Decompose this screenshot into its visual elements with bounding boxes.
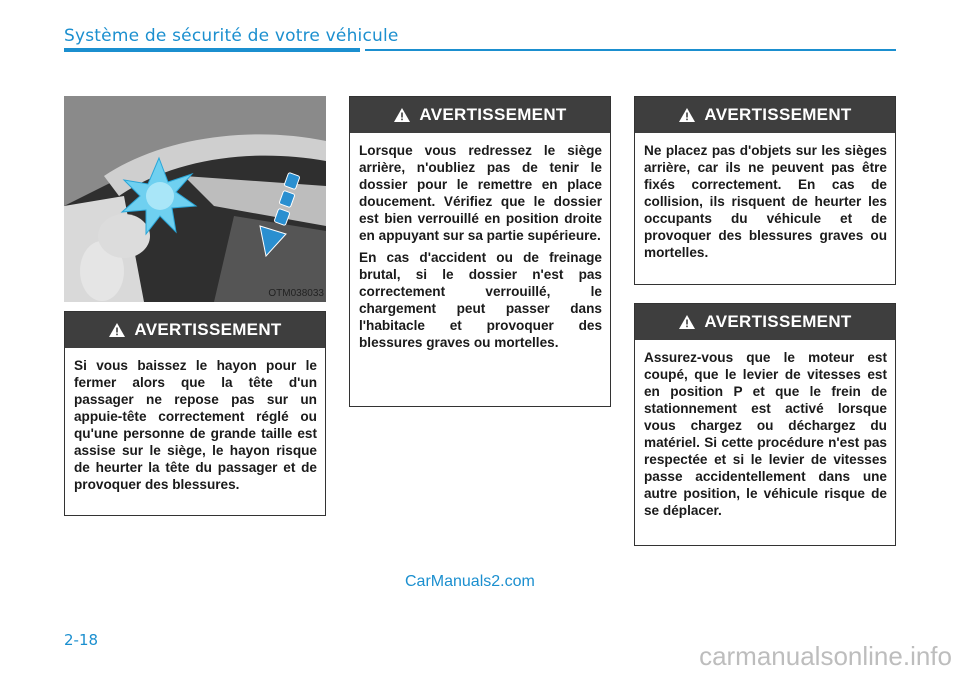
warning-header	[635, 97, 895, 133]
warning-header	[350, 97, 610, 133]
warning-text	[65, 348, 325, 501]
warning-triangle-icon	[678, 314, 696, 330]
warning-triangle-icon	[678, 107, 696, 123]
header-rule-thin	[365, 49, 896, 51]
warning-header	[635, 304, 895, 340]
warning-box-tailgate	[64, 311, 326, 516]
warning-paragraph: En cas d'accident ou de freinage brutal, si le dossier n'est pas correctement verrouillé, le chargement peut passer dans l'habitacle et provoquer des blessures graves ou mortelles.	[359, 250, 602, 350]
warning-text	[350, 133, 610, 359]
watermark-carmanuals2: CarManuals2.com	[405, 573, 535, 590]
warning-text	[635, 340, 895, 527]
warning-title: AVERTISSEMENT	[704, 312, 852, 331]
warning-box-seatback	[349, 96, 611, 407]
warning-title: AVERTISSEMENT	[419, 105, 567, 124]
page-number: 2-18	[64, 631, 99, 649]
header-rule-thick	[64, 48, 360, 52]
warning-header	[65, 312, 325, 348]
warning-title: AVERTISSEMENT	[134, 320, 282, 339]
warning-title: AVERTISSEMENT	[704, 105, 852, 124]
warning-box-rear-seat-objects	[634, 96, 896, 285]
warning-paragraph: Assurez-vous que le moteur est coupé, que le levier de vitesses est en position P et que le frein de stationnement est activé lorsque vous chargez ou déchargez du matériel. Si cette procédure n'est pas respectée et si le levier de vitesses passe accidentellement dans une autre position, le véhicule risque de se déplacer.	[644, 350, 887, 518]
warning-box-loading	[634, 303, 896, 546]
illustration-drawing	[64, 96, 326, 302]
watermark-carmanualsonline: carmanualsonline.info	[699, 641, 952, 671]
figure-code: OTM038033	[268, 288, 324, 299]
warning-text	[635, 133, 895, 269]
section-title: Système de sécurité de votre véhicule	[64, 26, 399, 46]
warning-paragraph: Ne placez pas d'objets sur les sièges arrière, car ils ne peuvent pas être fixés correctement. En cas de collision, ils risquent de heurter les occupants du véhicule et de provoquer des blessures graves ou mortelles.	[644, 143, 887, 260]
warning-triangle-icon	[108, 322, 126, 338]
warning-paragraph: Si vous baissez le hayon pour le fermer alors que la tête d'un passager ne repose pas sur un appuie-tête correctement réglé ou qu'une personne de grande taille est assise sur le siège, le hayon risque de heurter la tête du passager et de provoquer des blessures.	[74, 358, 317, 492]
warning-triangle-icon	[393, 107, 411, 123]
tailgate-head-impact-illustration	[64, 96, 326, 302]
warning-paragraph: Lorsque vous redressez le siège arrière, n'oubliez pas de tenir le dossier pour le remettre en place doucement. Vérifiez que le dossier est bien verrouillé en position droite en appuyant sur sa partie supérieure.	[359, 143, 602, 243]
